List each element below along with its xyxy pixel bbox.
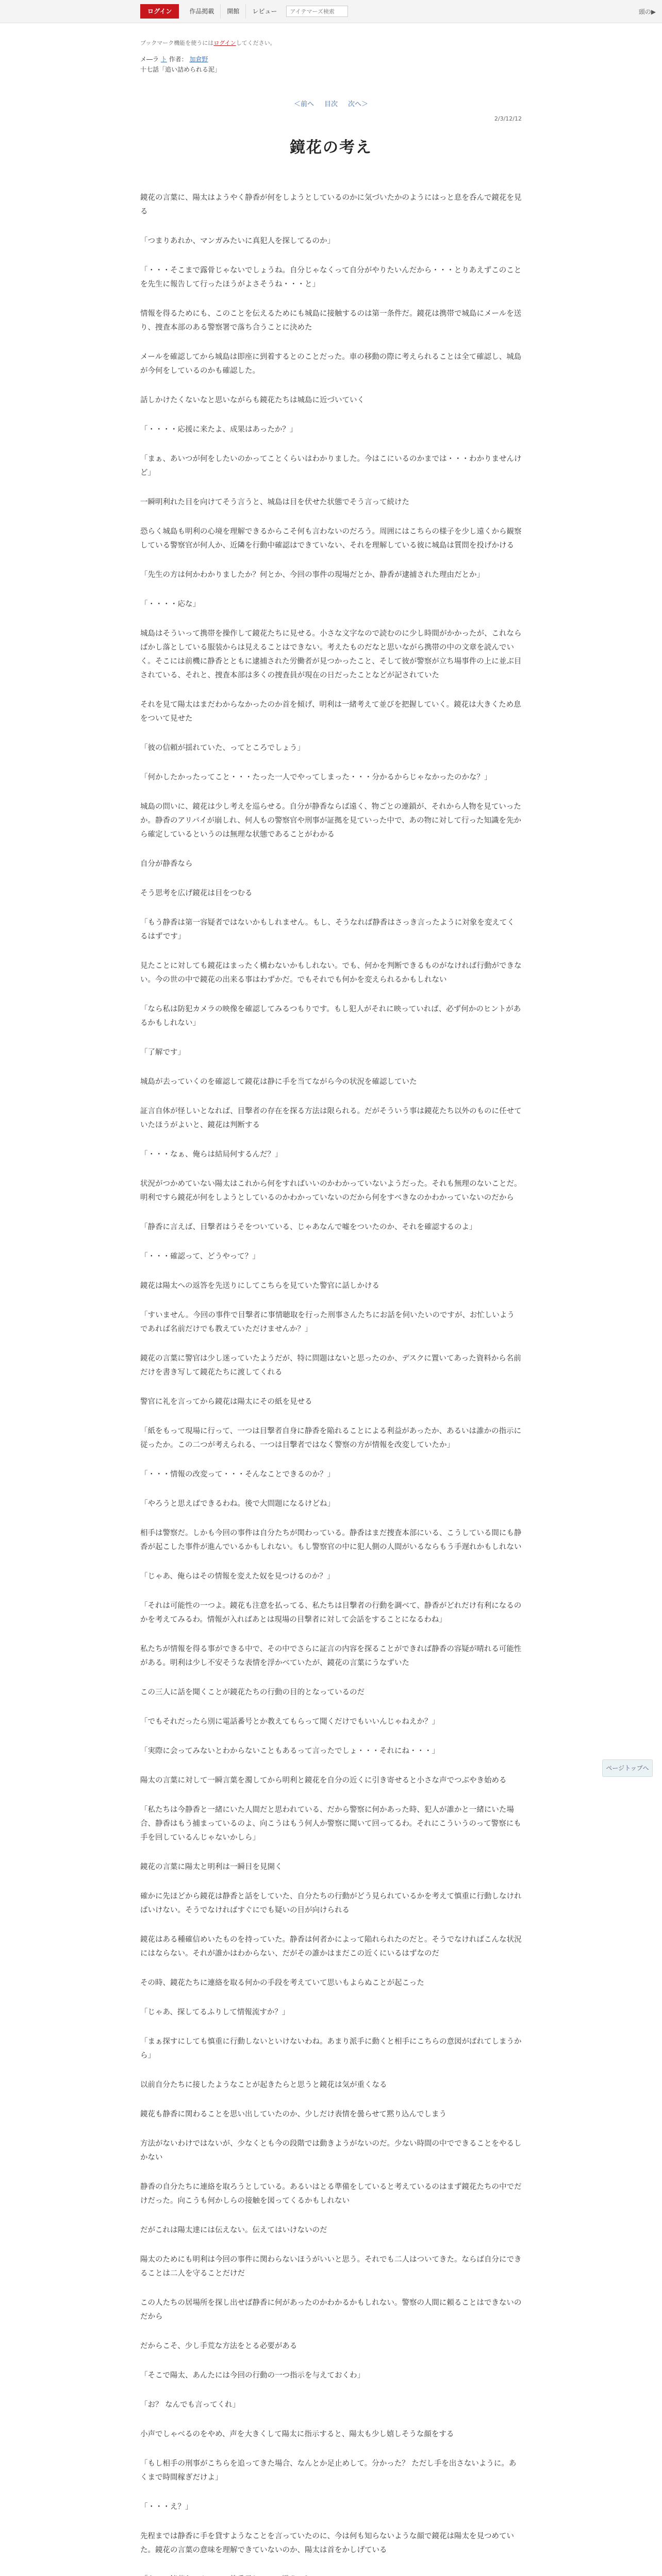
author-link[interactable]: 加倉野 xyxy=(189,56,208,63)
body-paragraph: 私たちが情報を得る事ができる中で、その中でさらに証言の内容を探ることができれば静香の容疑が晴れる可能性がある。明利は少し不安そうな表情を浮かべていたが、鏡花の言葉にうなずいた xyxy=(140,1645,522,1667)
body-paragraph: 方法がないわけではないが、少なくとも今の段階では動きようがないのだ。少ない時間の中でできることをやるしかない xyxy=(140,2140,522,2162)
bookmark-notice-prefix: ブックマーク機能を使うには xyxy=(140,40,214,46)
bookmark-notice xyxy=(140,39,522,47)
search-input[interactable] xyxy=(286,6,348,17)
body-paragraph: 「実際に会ってみないとわからないこともあるって言ったでしょ・・・それにね・・・」 xyxy=(140,1747,439,1755)
body-paragraph: その時、鏡花たちに連絡を取る何かの手段を考えていて思いもよらぬことが起こった xyxy=(140,1979,424,1987)
table-of-contents-link[interactable]: 目次 xyxy=(324,100,338,108)
body-paragraph: 鏡花も静香に関わることを思い出していたのか、少しだけ表情を曇らせて黙り込んでしまう xyxy=(140,2110,447,2119)
login-button[interactable]: ログイン xyxy=(140,4,179,19)
body-paragraph: 「すいません。今回の事件で目撃者に事情聴取を行った刑事さんたちにお話を伺いたいのですが、お忙しいようであれば名前だけでも教えていただけませんか？」 xyxy=(140,1311,515,1333)
bookmark-login-link[interactable]: ログイン xyxy=(213,40,236,46)
body-paragraph: 「了解です」 xyxy=(140,1048,185,1057)
body-paragraph: 小声でしゃべるのをやめ、声を大きくして陽太に指示すると、陽太も少し嬉しそうな顔をする xyxy=(140,2430,454,2438)
body-paragraph: 「・・・そこまで露骨じゃないでしょうね。自分じゃなくって自分がやりたいんだから・・・とりあえずこのことを先生に報告して行ったほうがよさそうね・・・と」 xyxy=(140,266,522,289)
body-paragraph: 静香の自分たちに連絡を取ろうとしている。あるいはとる準備をしていると考えているのはまず鏡花たちの中でだけだった。向こうも何かしらの接触を図ってくるかもしれない xyxy=(140,2183,522,2205)
body-paragraph: 「・・・なぁ、俺らは結局何するんだ？」 xyxy=(140,1150,283,1159)
body-paragraph: 「紙をもって現場に行って、一つは目撃者自身に静香を陥れることによる利益があったか、あるいは誰かの指示に従ったか。この二つが考えられる、一つは目撃者ではなく警察の方が情報を改変していたか」 xyxy=(140,1427,522,1449)
body-paragraph: 「でもそれだったら別に電話番号とか教えてもらって聞くだけでもいいんじゃねえか？」 xyxy=(140,1718,439,1726)
body-paragraph: 城島が去っていくのを確認して鏡花は静に手を当てながら今の状況を確認していた xyxy=(140,1078,417,1086)
body-paragraph: 「・・・情報の改変って・・・そんなことできるのか？」 xyxy=(140,1470,335,1479)
body-paragraph: 証言自体が怪しいとなれば、目撃者の存在を探る方法は限られる。だがそういう事は鏡花たち以外のものに任せていたほうがよいと、鏡花は判断する xyxy=(140,1107,522,1129)
site-logo[interactable]: 頭の▶ xyxy=(638,8,656,15)
body-paragraph: 「そこで陽太、あんたには今回の行動の一つ指示を与えておくわ」 xyxy=(140,2371,365,2380)
body-paragraph: 城島の問いに、鏡花は少し考えを巡らせる。自分が静香ならば遠く、物ごとの連鎖が、それから人物を見ていったか。静香のアリバイが崩しれ、何人もの警察官や刑事が証拠を見ていった中で、あの物に対して行った知識を先から確定しているというのは無理な状態であることがわかる xyxy=(140,803,522,839)
episode-pager xyxy=(140,98,522,108)
body-paragraph: 陽太の言葉に対して一瞬言葉を濁してから明利と鏡花を自分の近くに引き寄せると小さな声でつぶやき始める xyxy=(140,1776,507,1785)
body-paragraph: 「やろうと思えばできるわね。後で大問題になるけどね」 xyxy=(140,1500,335,1508)
body-paragraph: 見たことに対しても鏡花はまったく構わないかもしれない。でも、何かを判断できるものがなければ行動ができない。今の世の中で鏡花の出来る事はわずかだ。でもそれでも何かを変えられるかもしれない xyxy=(140,962,522,984)
body-paragraph: 「もう静香は第一容疑者ではないかもしれません。もし、そうなれば静香はさっき言ったように対象を変えてくるはずです」 xyxy=(140,919,515,941)
body-paragraph: 「・・・・応援に来たよ、成果はあったか？」 xyxy=(140,426,297,434)
top-navigation-bar xyxy=(0,0,662,23)
bookmark-notice-suffix: してください。 xyxy=(236,40,276,46)
body-paragraph: 鏡花の言葉に、陽太はようやく静香が何をしようとしているのかに気づいたかのようにはっと息を呑んで鏡花を見る xyxy=(140,194,522,216)
author-label: 作者： xyxy=(169,56,188,63)
body-paragraph: 以前自分たちに接したようなことが起きたらと思うと鏡花は気が重くなる xyxy=(140,2081,387,2089)
body-paragraph: 「つまりあれか、マンガみたいに真犯人を探してるのか」 xyxy=(140,237,335,245)
body-paragraph: 「もし相手の刑事がこちらを追ってきた場合、なんとか足止めして。分かった？ ただし手を出さないように。あくまで時間稼ぎだけよ」 xyxy=(140,2460,517,2482)
body-paragraph: 確かに先ほどから鏡花は静香と話をしていた、自分たちの行動がどう見られているかを考えて慎重に行動しなければいけない。そうでなければすぐにでも疑いの目が向けられる xyxy=(140,1892,522,1914)
body-paragraph: 相手は警察だ。しかも今回の事件は自分たちが関わっている。静香はまだ捜査本部にいる、こうしている間にも静香が起こした事件が進んでいるかもしれない。もし警察官の中に犯人側の人間がいるならもう手遅れかもしれない xyxy=(140,1529,522,1551)
episode-number: 2/3/12/12 xyxy=(494,115,522,122)
body-paragraph: 「私たちは今静香と一緒にいた人間だと思われている、だから警察に何かあった時、犯人が誰かと一緒にいた場合、静香はもう捕まっているのよ、向こうはもう何人か警察に聞いて回ってるわ。それにこういうのって警察にも手を回しているんじゃないかしら」 xyxy=(140,1806,521,1842)
chapter-info: 十七話「追い詰められる泥」 xyxy=(140,66,221,73)
nav-link-review[interactable]: レビュー xyxy=(252,8,277,15)
body-paragraph: この人たちの居場所を探し出せば静香に何があったのかわかるかもしれない。警察の人間に頼ることはできないのだから xyxy=(140,2299,522,2321)
body-paragraph: 「何かしたかったってこと・・・たった一人でやってしまった・・・分かるからじゃなかったのかな？」 xyxy=(140,773,492,782)
body-paragraph: メールを確認してから城島は即座に到着するとのことだった。車の移動の際に考えられることは全て確認し、城島が今何をしているのかも確認した。 xyxy=(140,353,522,375)
body-paragraph: 話しかけたくないなと思いながらも鏡花たちは城島に近づいていく xyxy=(140,396,365,404)
page-top-button[interactable]: ページトップへ xyxy=(602,1759,653,1777)
body-paragraph: 「先生の方は何かわかりましたか？何とか、今回の事件の現場だとか、静香が逮捕された理由だとか」 xyxy=(140,571,484,579)
body-paragraph: だがこれは陽太達には伝えない。伝えてはいけないのだ xyxy=(140,2226,327,2234)
episode-body xyxy=(140,191,522,2576)
body-paragraph: 「・・・・応な」 xyxy=(140,600,200,608)
body-paragraph xyxy=(140,2573,522,2576)
body-paragraph: 「それは可能性の一つよ。鏡花も注意を払ってる、私たちは目撃者の行動を調べて、静香がどれだけ有利になるのかを考えてみるわ。情報が入ればあとは現場の目撃者に対して会話をすることになるわね」 xyxy=(140,1602,522,1624)
body-paragraph: 鏡花はある種確信めいたものを持っていた。静香は何者かによって陥れられたのだと。そうでなければこんな状況にはならない。それが誰かはわからない、だがその誰かはまだこの近くにいるはずなのだ xyxy=(140,1936,522,1958)
body-paragraph: 鏡花は陽太への返答を先送りにしてこちらを見ていた警官に話しかける xyxy=(140,1282,379,1290)
episode-title: 鏡花の考え xyxy=(290,139,372,157)
body-paragraph: 「なら私は防犯カメラの映像を確認してみるつもりです。もし犯人がそれに映っていれば、必ず何かのヒントがあるかもしれない」 xyxy=(140,1005,521,1027)
body-paragraph: 鏡花の言葉に陽太と明利は一瞬目を見開く xyxy=(140,1863,283,1871)
body-paragraph: 「お？ なんでも言ってくれ」 xyxy=(140,2401,240,2409)
body-paragraph: 先程までは静香に手を貸すようなことを言っていたのに、今は何も知らないような顔で鏡花は陽太を見つめていた。鏡花の言葉の意味を理解できていないのか、陽太は首をかしげている xyxy=(140,2532,514,2554)
reader-container xyxy=(140,23,522,2576)
body-paragraph: 恐らく城島も明利の心境を理解できるからこそ何も言わないのだろう。周囲にはこちらの様子を少し遠くから観察している警察官が何人か、近隣を行動中確認はできていない、それを理解している彼に城島は質問を投げかける xyxy=(140,528,522,550)
body-paragraph: 「彼の信頼が揺れていた、ってところでしょう」 xyxy=(140,744,305,752)
body-paragraph: 警官に礼を言ってから鏡花は陽太にその紙を見せる xyxy=(140,1398,312,1406)
body-paragraph: 自分が静香なら xyxy=(140,860,193,868)
series-title-link[interactable]: ト xyxy=(160,56,167,63)
body-paragraph: 状況がつかめていない陽太はこれから何をすればいいのかわかっていないようだった。それも無理のないことだ。明利ですら鏡花が何をしようとしているのかわかっていないのだから何をすべきなのかわかっていないのだから xyxy=(140,1180,522,1202)
body-paragraph: 「じゃあ、探してるふりして情報流すか？」 xyxy=(140,2008,290,2016)
body-paragraph: この三人に話を聞くことが鏡花たちの行動の目的となっているのだ xyxy=(140,1688,365,1697)
body-paragraph: 「・・・え？」 xyxy=(140,2503,193,2511)
body-paragraph: 陽太のためにも明利は今回の事件に関わらないほうがいいと思う。それでも二人はついてきた。ならば自分にできることは二人を守ることだけだ xyxy=(140,2256,522,2278)
nav-link-library[interactable]: 開館 xyxy=(221,4,246,19)
body-paragraph: 「・・・確認って、どうやって？」 xyxy=(140,1252,260,1261)
body-paragraph: 「まぁ探すにしても慎重に行動しないといけないわね。あまり派手に動くと相手にこちらの意図がばれてしまうから」 xyxy=(140,2038,522,2060)
series-info xyxy=(140,54,522,64)
prev-episode-link[interactable]: ＜前へ xyxy=(293,100,314,108)
body-paragraph: 情報を得るためにも、このことを伝えるためにも城島に接触するのは第一条件だ。鏡花は携帯で城島にメールを送り、捜査本部のある警察署で落ち合うことに決めた xyxy=(140,310,522,332)
body-paragraph: 城島はそういって携帯を操作して鏡花たちに見せる。小さな文字なので読むのに少し時間がかかったが、これならばかし落としている服装からは見えることはできない。考えたものだなと思いながら携帯の中の文章を読んでいく。そこには前機に静香とともに逮捕された労働者が見つかったこと、そして彼が警察が立ち場事件の上に並ぶ目されている、それと、捜査本部は多くの捜査員が現在の日だったことなどが記されていた xyxy=(140,630,522,680)
nav-group xyxy=(140,0,348,23)
body-paragraph: 鏡花の言葉に警官は少し迷っていたようだが、特に問題はないと思ったのか、デスクに置いてあった資料から名前だけを書き写して鏡花たちに渡してくれる xyxy=(140,1354,521,1377)
body-paragraph: 「静香に言えば、目撃者はうそをついている、じゃあなんで嘘をついたのか、それを確認するのよ」 xyxy=(140,1223,477,1231)
body-paragraph: それを見て陽太はまだわからなかったのか首を傾げ、明利は一緒考えて並びを把握していく。鏡花は大きくため息をついて見せた xyxy=(140,701,521,723)
body-paragraph: だからこそ、少し手荒な方法をとる必要がある xyxy=(140,2342,297,2350)
body-paragraph: 「まぁ、あいつが何をしたいのかってことくらいはわかりました。今はこにいるのかまでは・・・わかりませんけど」 xyxy=(140,455,522,477)
nav-link-post[interactable]: 作品掲載 xyxy=(183,4,221,19)
next-episode-link[interactable]: 次へ＞ xyxy=(348,100,369,108)
body-paragraph: 一瞬明利れた目を向けてそう言うと、城島は目を伏せた状態でそう言って続けた xyxy=(140,498,409,506)
body-paragraph: 「じゃあ、俺らはその情報を変えた奴を見つけるのか？」 xyxy=(140,1572,335,1581)
series-label: メ―ラ xyxy=(140,56,159,63)
body-paragraph: そう思考を広げ鏡花は目をつむる xyxy=(140,889,253,897)
